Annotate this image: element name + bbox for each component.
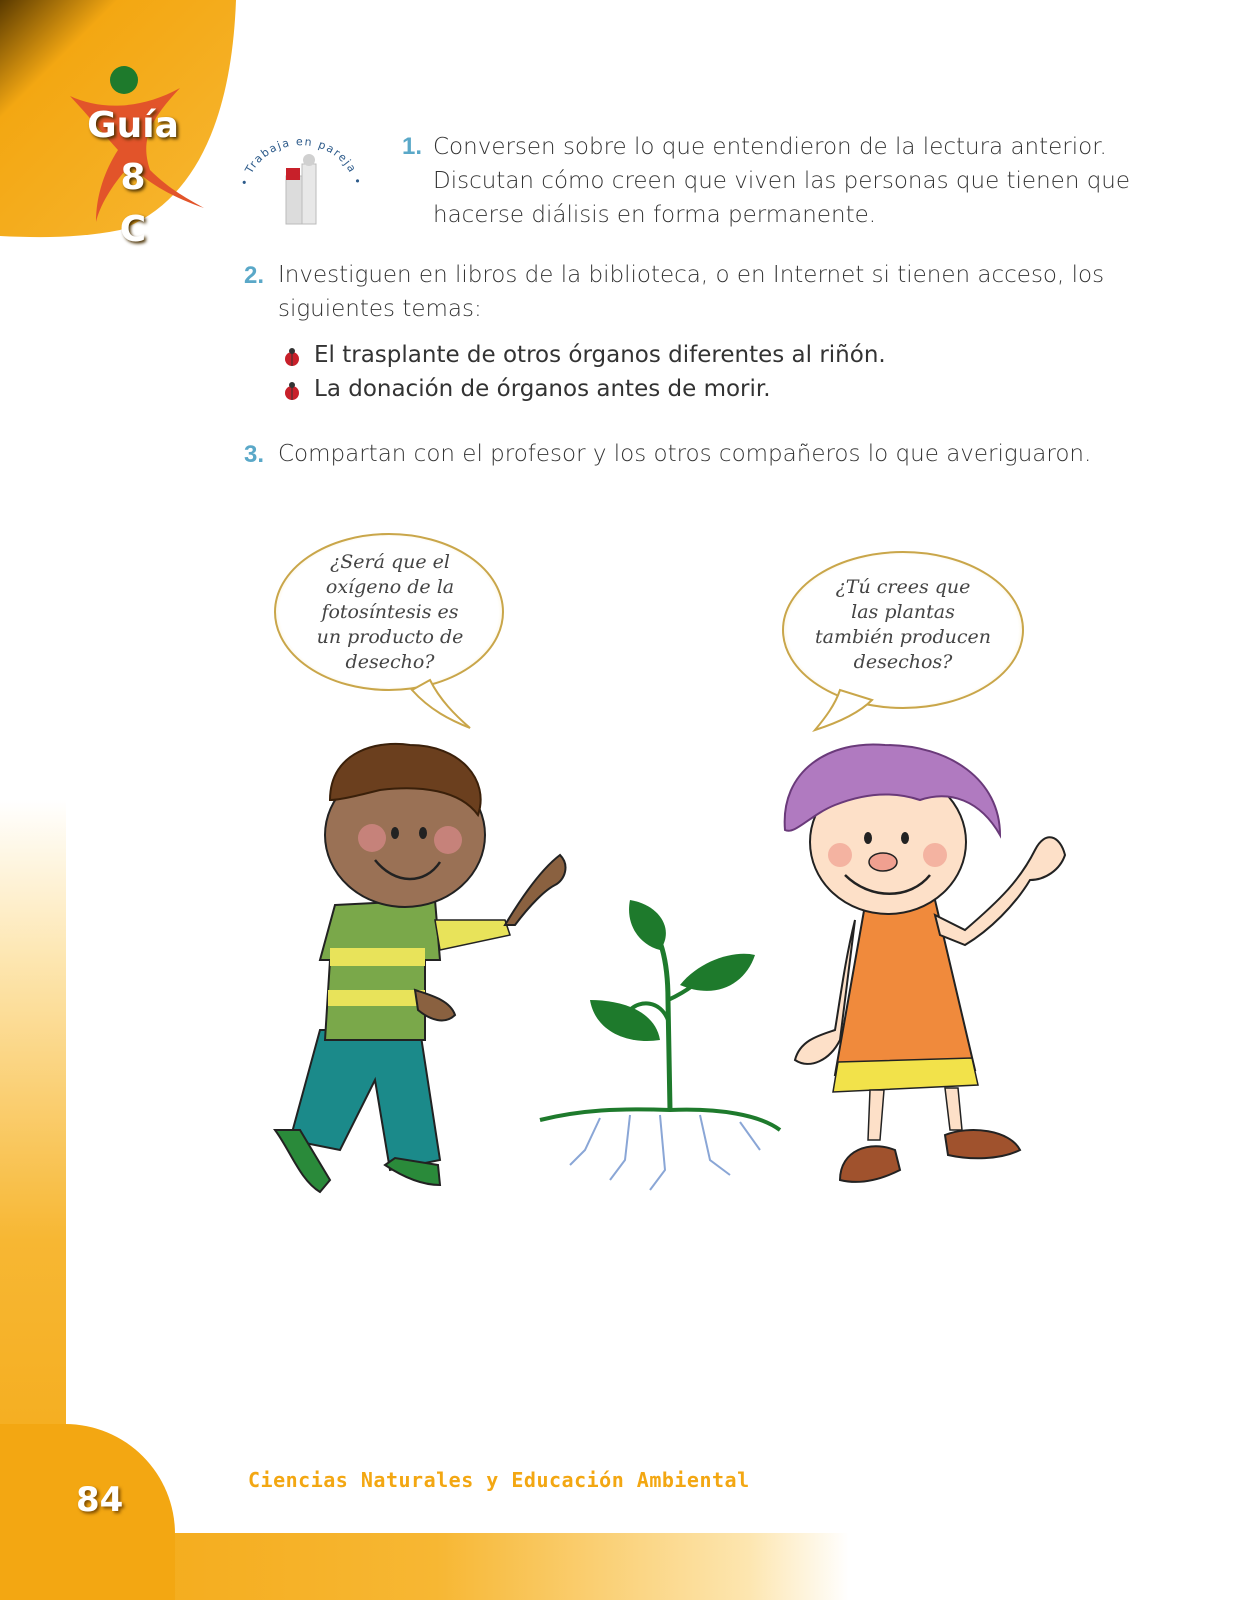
guide-title: Guía 8 [87, 105, 179, 198]
girl-speech-text [793, 575, 1013, 675]
boy-character [275, 744, 565, 1192]
list-item-text: El trasplante de otros órganos diferentes al riñón. [314, 342, 886, 368]
speech-line: las plantas [851, 601, 955, 623]
speech-line: ¿Tú crees que [835, 576, 971, 598]
activity-line: Discutan cómo creen que viven las personas que tienen que [433, 168, 1131, 194]
pair-work-badge-text: • Trabaja en pareja • [237, 135, 365, 188]
girl-character [785, 744, 1065, 1181]
page-number: 84 [76, 1480, 124, 1520]
boy-speech-text [290, 550, 490, 675]
activity-line: Conversen sobre lo que entendieron de la lectura anterior. [433, 134, 1107, 160]
activity-line: Investiguen en libros de la biblioteca, o en Internet si tienen acceso, los [278, 262, 1105, 288]
footer-subject-title: Ciencias Naturales y Educación Ambiental [248, 1468, 750, 1492]
plant-illustration [540, 900, 780, 1190]
activity-number: 1. [402, 133, 423, 160]
speech-line: ¿Será que el [330, 551, 450, 573]
speech-line: oxígeno de la [325, 576, 455, 598]
speech-line: desechos? [853, 651, 953, 673]
activity-line: hacerse diálisis en forma permanente. [433, 202, 877, 228]
speech-line: desecho? [345, 651, 435, 673]
list-item-text: La donación de órganos antes de morir. [314, 376, 771, 402]
speech-line: un producto de [316, 626, 464, 648]
guide-letter: C [119, 209, 147, 250]
activity-line: siguientes temas: [278, 296, 482, 322]
activity-number: 2. [244, 262, 265, 289]
speech-line: fotosíntesis es [321, 601, 459, 623]
activity-number: 3. [244, 441, 265, 468]
speech-line: también producen [815, 626, 991, 648]
activity-line: Compartan con el profesor y los otros compañeros lo que averiguaron. [278, 441, 1092, 467]
